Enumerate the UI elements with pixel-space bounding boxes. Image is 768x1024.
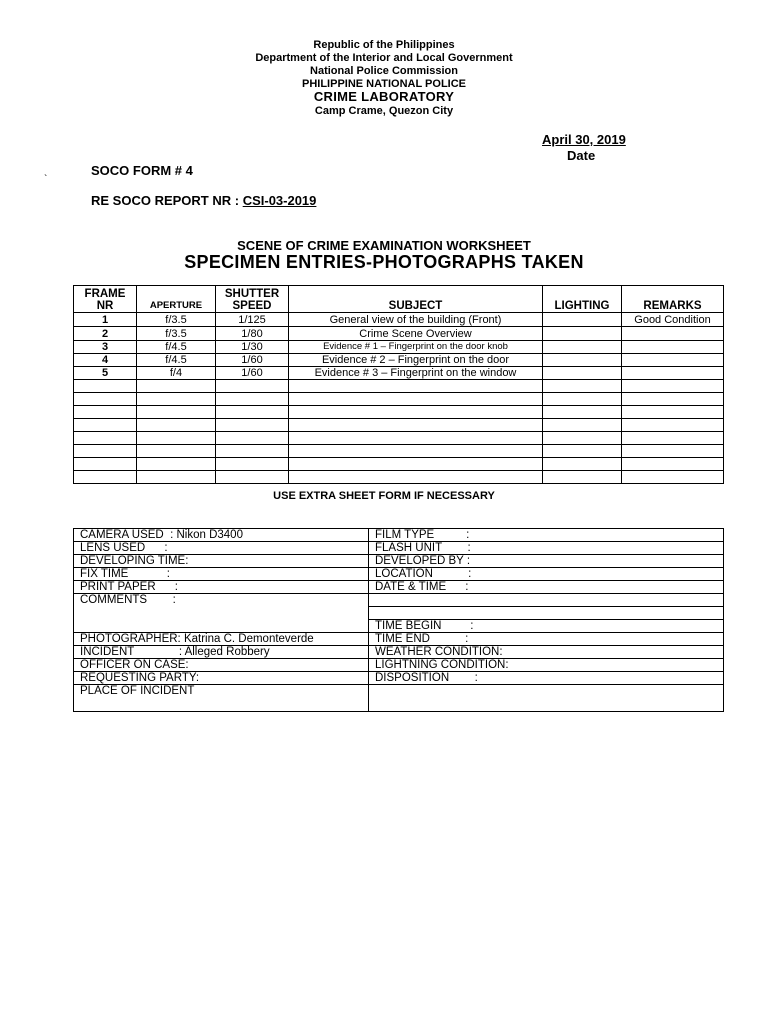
col-lighting-header: LIGHTING — [543, 286, 622, 313]
location-field: LOCATION : — [369, 568, 724, 581]
info-row — [74, 672, 724, 685]
report-number — [91, 193, 316, 208]
col-aperture-header: APERTURE — [137, 286, 216, 313]
info-row — [74, 542, 724, 555]
specimen-table — [73, 285, 724, 484]
weather-condition-field: WEATHER CONDITION: — [369, 646, 724, 659]
camera-used-field: CAMERA USED : Nikon D3400 — [74, 529, 369, 542]
info-row — [74, 646, 724, 659]
fix-time-field: FIX TIME : — [74, 568, 369, 581]
shutter-cell: 1/60 — [216, 367, 289, 380]
requesting-party-field: REQUESTING PARTY: — [74, 672, 369, 685]
officer-on-case-field: OFFICER ON CASE: — [74, 659, 369, 672]
flash-unit-field: FLASH UNIT : — [369, 542, 724, 555]
remarks-cell: Good Condition — [622, 313, 724, 327]
lighting-cell — [543, 313, 622, 327]
frame-cell: 1 — [74, 313, 137, 327]
subject-cell: General view of the building (Front) — [289, 313, 543, 327]
subject-cell: Evidence # 2 – Fingerprint on the door — [289, 354, 543, 367]
remarks-cell — [622, 341, 724, 354]
header-commission: National Police Commission — [310, 65, 458, 77]
info-row — [74, 659, 724, 672]
place-of-incident-field: PLACE OF INCIDENT — [74, 685, 369, 712]
film-type-field: FILM TYPE : — [369, 529, 724, 542]
info-row — [74, 568, 724, 581]
info-row — [74, 555, 724, 568]
lighting-cell — [543, 327, 622, 341]
header-address: Camp Crame, Quezon City — [314, 105, 454, 117]
date-value: April 30, 2019 — [542, 132, 626, 147]
photo-info-table — [73, 528, 724, 712]
subject-cell: Crime Scene Overview — [289, 327, 543, 341]
time-end-field: TIME END : — [369, 633, 724, 646]
incident-field: INCIDENT : Alleged Robbery — [74, 646, 369, 659]
lighting-cell — [543, 354, 622, 367]
header-pnp: PHILIPPINE NATIONAL POLICE — [302, 78, 466, 90]
empty-row — [74, 471, 724, 484]
shutter-cell: 1/30 — [216, 341, 289, 354]
empty-cell — [369, 594, 724, 607]
info-row — [74, 581, 724, 594]
empty-row — [74, 432, 724, 445]
print-paper-field: PRINT PAPER : — [74, 581, 369, 594]
aperture-cell: f/4 — [137, 367, 216, 380]
report-label: RE SOCO REPORT NR : — [91, 193, 243, 208]
aperture-cell: f/4.5 — [137, 354, 216, 367]
shutter-cell: 1/60 — [216, 354, 289, 367]
lightning-condition-field: LIGHTNING CONDITION: — [369, 659, 724, 672]
lens-used-field: LENS USED : — [74, 542, 369, 555]
table-row — [74, 341, 724, 354]
info-row — [74, 529, 724, 542]
date-time-field: DATE & TIME : — [369, 581, 724, 594]
comments-field: COMMENTS : — [74, 594, 369, 633]
col-frame-header: FRAME NR — [74, 286, 137, 313]
empty-row — [74, 445, 724, 458]
info-row — [74, 685, 724, 712]
table-row — [74, 327, 724, 341]
empty-row — [74, 393, 724, 406]
report-value: CSI-03-2019 — [242, 193, 317, 208]
lighting-cell — [543, 341, 622, 354]
aperture-cell: f/3.5 — [137, 313, 216, 327]
info-row — [74, 594, 724, 607]
shutter-cell: 1/80 — [216, 327, 289, 341]
date-label: Date — [567, 148, 596, 163]
aperture-cell: f/3.5 — [137, 327, 216, 341]
header-department: Department of the Interior and Local Government — [255, 52, 513, 64]
developing-time-field: DEVELOPING TIME: — [74, 555, 369, 568]
frame-cell: 3 — [74, 341, 137, 354]
empty-row — [74, 419, 724, 432]
frame-cell: 2 — [74, 327, 137, 341]
remarks-cell — [622, 367, 724, 380]
subject-cell: Evidence # 3 – Fingerprint on the window — [289, 367, 543, 380]
col-remarks-header: REMARKS — [622, 286, 724, 313]
worksheet-title: SCENE OF CRIME EXAMINATION WORKSHEET — [237, 238, 531, 253]
col-shutter-header: SHUTTER SPEED — [216, 286, 289, 313]
empty-row — [74, 406, 724, 419]
time-begin-field: TIME BEGIN : — [369, 620, 724, 633]
table-row — [74, 313, 724, 327]
empty-cell — [369, 607, 724, 620]
stray-mark: ` — [44, 174, 48, 185]
disposition-field: DISPOSITION : — [369, 672, 724, 685]
developed-by-field: DEVELOPED BY : — [369, 555, 724, 568]
extra-sheet-note: USE EXTRA SHEET FORM IF NECESSARY — [273, 490, 495, 502]
aperture-cell: f/4.5 — [137, 341, 216, 354]
remarks-cell — [622, 327, 724, 341]
header-republic: Republic of the Philippines — [313, 39, 455, 51]
empty-row — [74, 380, 724, 393]
photographer-field: PHOTOGRAPHER: Katrina C. Demonteverde — [74, 633, 369, 646]
shutter-cell: 1/125 — [216, 313, 289, 327]
worksheet-subtitle: SPECIMEN ENTRIES-PHOTOGRAPHS TAKEN — [184, 252, 584, 272]
remarks-cell — [622, 354, 724, 367]
frame-cell: 5 — [74, 367, 137, 380]
lighting-cell — [543, 367, 622, 380]
table-header-row — [74, 286, 724, 313]
form-number: SOCO FORM # 4 — [91, 163, 193, 178]
subject-cell: Evidence # 1 – Fingerprint on the door knob — [289, 341, 543, 354]
empty-row — [74, 458, 724, 471]
col-subject-header: SUBJECT — [289, 286, 543, 313]
frame-cell: 4 — [74, 354, 137, 367]
table-row — [74, 367, 724, 380]
table-row — [74, 354, 724, 367]
header-crime-laboratory: CRIME LABORATORY — [313, 89, 455, 104]
empty-cell — [369, 685, 724, 712]
info-row — [74, 633, 724, 646]
